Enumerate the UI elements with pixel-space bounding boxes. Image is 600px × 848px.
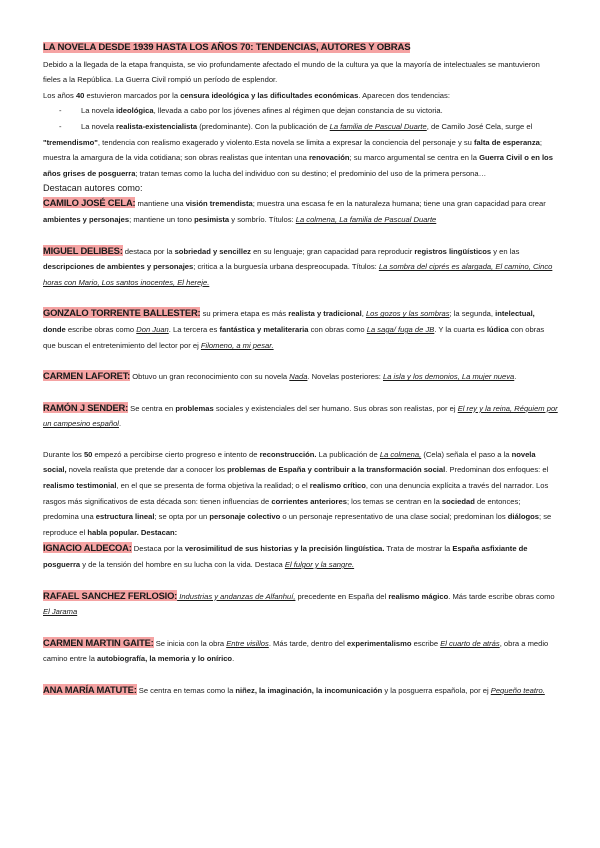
author-cela: CAMILO JOSÉ CELA: mantiene una visión tremendista; muestra una escasa fe en la naturaleza humana; tiene una gran capacidad para crear ambientes y personajes; mantiene un tono pesimista y sombrío. Títulos: La colmena, La familia de Pascual Duarte	[43, 197, 546, 224]
author-delibes: MIGUEL DELIBES: destaca por la sobriedad y sencillez en su lenguaje; gran capacidad para reproducir registros lingüísticos y en las descripciones de ambientes y personajes; critica a la burguesía urbana despreocupada. Títulos: La sombra del ciprés es alargada, El camino, Cinco horas con Mario, Los santos inocentes, El hereje.	[43, 244, 553, 287]
author-torrente-ballester: GONZALO TORRENTE BALLESTER: su primera etapa es más realista y tradicional, Los gozos y las sombras; la segunda, intelectual, donde escribe obras como Don Juan. La tercera es fantástica y metaliteraria con obras como La saga/ fuga de JB. Y la cuarta es lúdica con obras que buscan el entretenimiento del lector por ej Filomeno, a mi pesar.	[43, 307, 545, 350]
bullet-ideologica: - La novela ideológica, llevada a cabo por los jóvenes afines al régimen que dejan constancia de su victoria.	[43, 103, 558, 119]
author-name: GONZALO TORRENTE BALLESTER:	[43, 307, 201, 319]
author-laforet: CARMEN LAFORET: Obtuvo un gran reconocimiento con su novela Nada. Novelas posteriores: La isla y los demonios, La mujer nueva.	[43, 370, 517, 382]
author-sender: RAMÓN J SENDER: Se centra en problemas sociales y existenciales del ser humano. Sus obras son realistas, por ej El rey y la reina, Réquiem por un campesino español.	[43, 401, 558, 429]
author-name: IGNACIO ALDECOA:	[43, 542, 132, 554]
author-matute: ANA MARÍA MATUTE: Se centra en temas como la niñez, la imaginación, la incomunicación y la posguerra española, por ej Pequeño teatro.	[43, 684, 545, 695]
author-ferlosio: RAFAEL SANCHEZ FERLOSIO: Industrias y andanzas de Alfanhuí, precedente en España del realismo mágico. Más tarde escribe obras como El Jarama	[43, 589, 555, 617]
fifties-paragraph: Durante los 50 empezó a percibirse cierto progreso e intento de reconstrucción. La publicación de La colmena, (Cela) señala el paso a la novela social, novela realista que pretende dar a conocer los problemas de España y contribuir a la transformación social. Predominan dos enfoques: el realismo testimonial, en el que se presenta de forma objetiva la realidad; o el realismo crítico, con una denuncia explícita a través del narrador. Los rasgos más significativos de esta década son: tienen influencias de corrientes anteriores; los temas se centran en la sociedad de entonces; predomina una estructura lineal; se opta por un personaje colectivo o un personaje representativo de una clase social; predominan los diálogos; se reproduce el habla popular. Destacan:	[43, 449, 552, 537]
page-title: LA NOVELA DESDE 1939 HASTA LOS AÑOS 70: TENDENCIAS, AUTORES Y OBRAS	[43, 42, 411, 53]
bullet-realista: - La novela realista-existencialista (predominante). Con la publicación de La familia de Pascual Duarte, de Camilo José Cela, surge el "tremendismo", tendencia con realismo exagerado y violento.Esta novela se limita a expresar la conciencia del personaje y su falta de esperanza; muestra la amargura de la vida cotidiana; son obras realistas que intentan una renovación; su marco argumental se centra en la Guerra Civil o en los años grises de posguerra; tratan temas como la lucha del individuo con su destino; el predominio del uso de la primera persona…	[43, 119, 558, 181]
intro-tendencies: Los años 40 estuvieron marcados por la censura ideológica y las dificultades económicas. Aparecen dos tendencias:	[43, 90, 450, 100]
author-name: MIGUEL DELIBES:	[43, 244, 123, 256]
author-name: RAFAEL SANCHEZ FERLOSIO:	[43, 589, 178, 601]
author-name: CAMILO JOSÉ CELA:	[43, 197, 136, 209]
destacan-heading: Destacan autores como:	[43, 183, 143, 194]
author-name: CARMEN MARTIN GAITE:	[43, 636, 154, 648]
author-aldecoa: IGNACIO ALDECOA: Destaca por la verosimilitud de sus historias y la precisión lingüística. Trata de mostrar la España asfixiante de posguerra y de la tensión del hombre en su lucha con la vida. Destaca El fulgor y la sangre.	[43, 542, 528, 570]
author-name: ANA MARÍA MATUTE:	[43, 684, 137, 695]
intro-paragraph: Debido a la llegada de la etapa franquista, se vio profundamente afectado el mundo de la cultura ya que la mayoría de intelectuales se mantuvieron fieles a la República. La Guerra Civil rompió un período de esplendor.	[43, 59, 540, 85]
document-page	[43, 40, 558, 699]
author-name: CARMEN LAFORET:	[43, 370, 131, 382]
author-martin-gaite: CARMEN MARTIN GAITE: Se inicia con la obra Entre visillos. Más tarde, dentro del experimentalismo escribe El cuarto de atrás, obra a medio camino entre la autobiografía, la memoria y lo onírico.	[43, 636, 549, 664]
author-name: RAMÓN J SENDER:	[43, 401, 129, 413]
